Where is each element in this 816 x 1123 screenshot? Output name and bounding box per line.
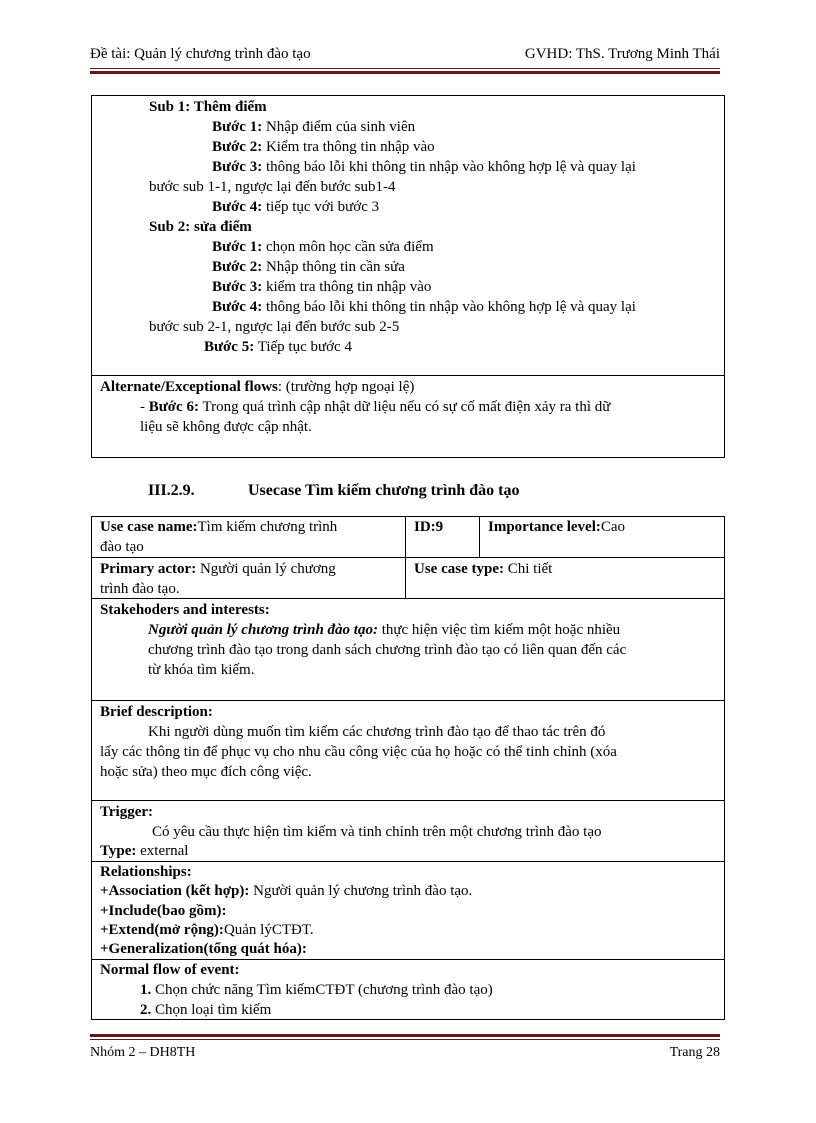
flow-step-1: 1. Chọn chức năng Tìm kiếmCTĐT (chương trình đào tạo)	[140, 982, 493, 998]
alternate-step-6-cont: liệu sẽ không được cập nhật.	[140, 419, 312, 435]
include: +Include(bao gồm):	[100, 903, 227, 919]
sub2-title: Sub 2: sửa điểm	[149, 219, 252, 235]
section-title: Usecase Tìm kiếm chương trình đào tạo	[248, 482, 520, 499]
actor-row	[92, 557, 724, 598]
sub2-step-4-cont: bước sub 2-1, ngược lại đến bước sub 2-5	[149, 319, 400, 335]
usecase-type: Use case type: Chi tiết	[414, 561, 553, 577]
brief-line-1: Khi người dùng muốn tìm kiếm các chương trình đào tạo để thao tác trên đó	[148, 724, 606, 740]
normal-flow-row	[92, 959, 724, 1020]
stakeholders-heading: Stakehoders and interests:	[100, 602, 270, 618]
header-rule-thick	[90, 71, 720, 74]
sub2-step-3: Bước 3: kiểm tra thông tin nhập vào	[212, 279, 432, 295]
alternate-step-6: - Bước 6: Trong quá trình cập nhật dữ liệu nếu có sự cố mất điện xảy ra thì dữ	[140, 399, 611, 415]
usecase-id: ID:9	[414, 519, 444, 535]
sub2-step-4: Bước 4: thông báo lỗi khi thông tin nhập vào không hợp lệ và quay lại	[212, 299, 636, 315]
relationships-row	[92, 861, 724, 959]
sub1-step-3-cont: bước sub 1-1, ngược lại đến bước sub1-4	[149, 179, 396, 195]
trigger-heading: Trigger:	[100, 804, 154, 820]
flow-step-2: 2. Chọn loại tìm kiếm	[140, 1002, 272, 1018]
brief-description-heading: Brief description:	[100, 704, 213, 720]
sub1-step-4: Bước 4: tiếp tục với bước 3	[212, 199, 380, 215]
section-number: III.2.9.	[148, 482, 195, 499]
stakeholder-text-2: chương trình đào tạo trong danh sách chương trình đào tạo có liên quan đến các	[148, 642, 627, 658]
importance-cell	[479, 516, 626, 557]
sub1-step-1: Bước 1: Nhập điểm của sinh viên	[212, 119, 416, 135]
brief-description-row	[92, 700, 724, 800]
brief-line-3: hoặc sửa) theo mục đích công việc.	[100, 764, 312, 780]
generalization: +Generalization(tổng quát hóa):	[100, 941, 307, 957]
page-header	[90, 46, 720, 68]
association: +Association (kết hợp): Người quản lý chương trình đào tạo.	[100, 883, 473, 899]
id-cell	[405, 516, 444, 557]
importance-level: Importance level:Cao	[488, 519, 626, 535]
stakeholder-text-3: từ khóa tìm kiếm.	[148, 662, 255, 678]
brief-line-2: lấy các thông tin để phục vụ cho nhu cầu công việc của họ hoặc có thể tinh chỉnh (xóa	[100, 744, 617, 760]
trigger-text: Có yêu cầu thực hiện tìm kiếm và tinh chỉnh trên một chương trình đào tạo	[152, 824, 602, 840]
header-advisor: GVHD: ThS. Trương Minh Thái	[524, 46, 720, 62]
relationships-heading: Relationships:	[100, 864, 192, 880]
footer-rule-thin	[90, 1039, 720, 1040]
extend: +Extend(mở rộng):Quản lýCTĐT.	[100, 922, 314, 938]
sub1-step-2: Bước 2: Kiểm tra thông tin nhập vào	[212, 139, 435, 155]
type-cell	[405, 558, 553, 598]
sub2-step-1: Bước 1: chọn môn học cần sửa điểm	[212, 239, 434, 255]
footer-group: Nhóm 2 – DH8TH	[90, 1045, 196, 1060]
usecase-table	[91, 516, 725, 1020]
footer-rule-thick	[90, 1034, 720, 1037]
trigger-type: Type: external	[100, 843, 189, 859]
trigger-row	[92, 800, 724, 861]
header-rule-thin	[90, 68, 720, 69]
sub1-title: Sub 1: Thêm điểm	[149, 99, 267, 115]
page-number: Trang 28	[669, 1045, 720, 1060]
header-project-title: Đề tài: Quản lý chương trình đào tạo	[90, 46, 311, 62]
alternate-flows-row	[92, 375, 724, 458]
usecase-name: Use case name:Tìm kiếm chương trình	[100, 519, 338, 535]
usecase-name-row	[92, 516, 724, 557]
normal-flow-heading: Normal flow of event:	[100, 962, 240, 978]
alternate-flows-heading: Alternate/Exceptional flows: (trường hợp ngoại lệ)	[100, 379, 415, 395]
usecase-name-cont: đào tạo	[100, 539, 144, 555]
primary-actor: Primary actor: Người quản lý chương	[100, 561, 336, 577]
sub2-step-5: Bước 5: Tiếp tục bước 4	[204, 339, 352, 355]
flow-continuation-table	[91, 95, 725, 458]
sub2-step-2: Bước 2: Nhập thông tin cần sửa	[212, 259, 405, 275]
stakeholder-actor: Người quản lý chương trình đào tạo: thực hiện việc tìm kiếm một hoặc nhiều	[148, 622, 621, 638]
stakeholders-row	[92, 598, 724, 700]
sub1-step-3: Bước 3: thông báo lỗi khi thông tin nhập vào không hợp lệ và quay lại	[212, 159, 636, 175]
primary-actor-cont: trình đào tạo.	[100, 581, 180, 597]
